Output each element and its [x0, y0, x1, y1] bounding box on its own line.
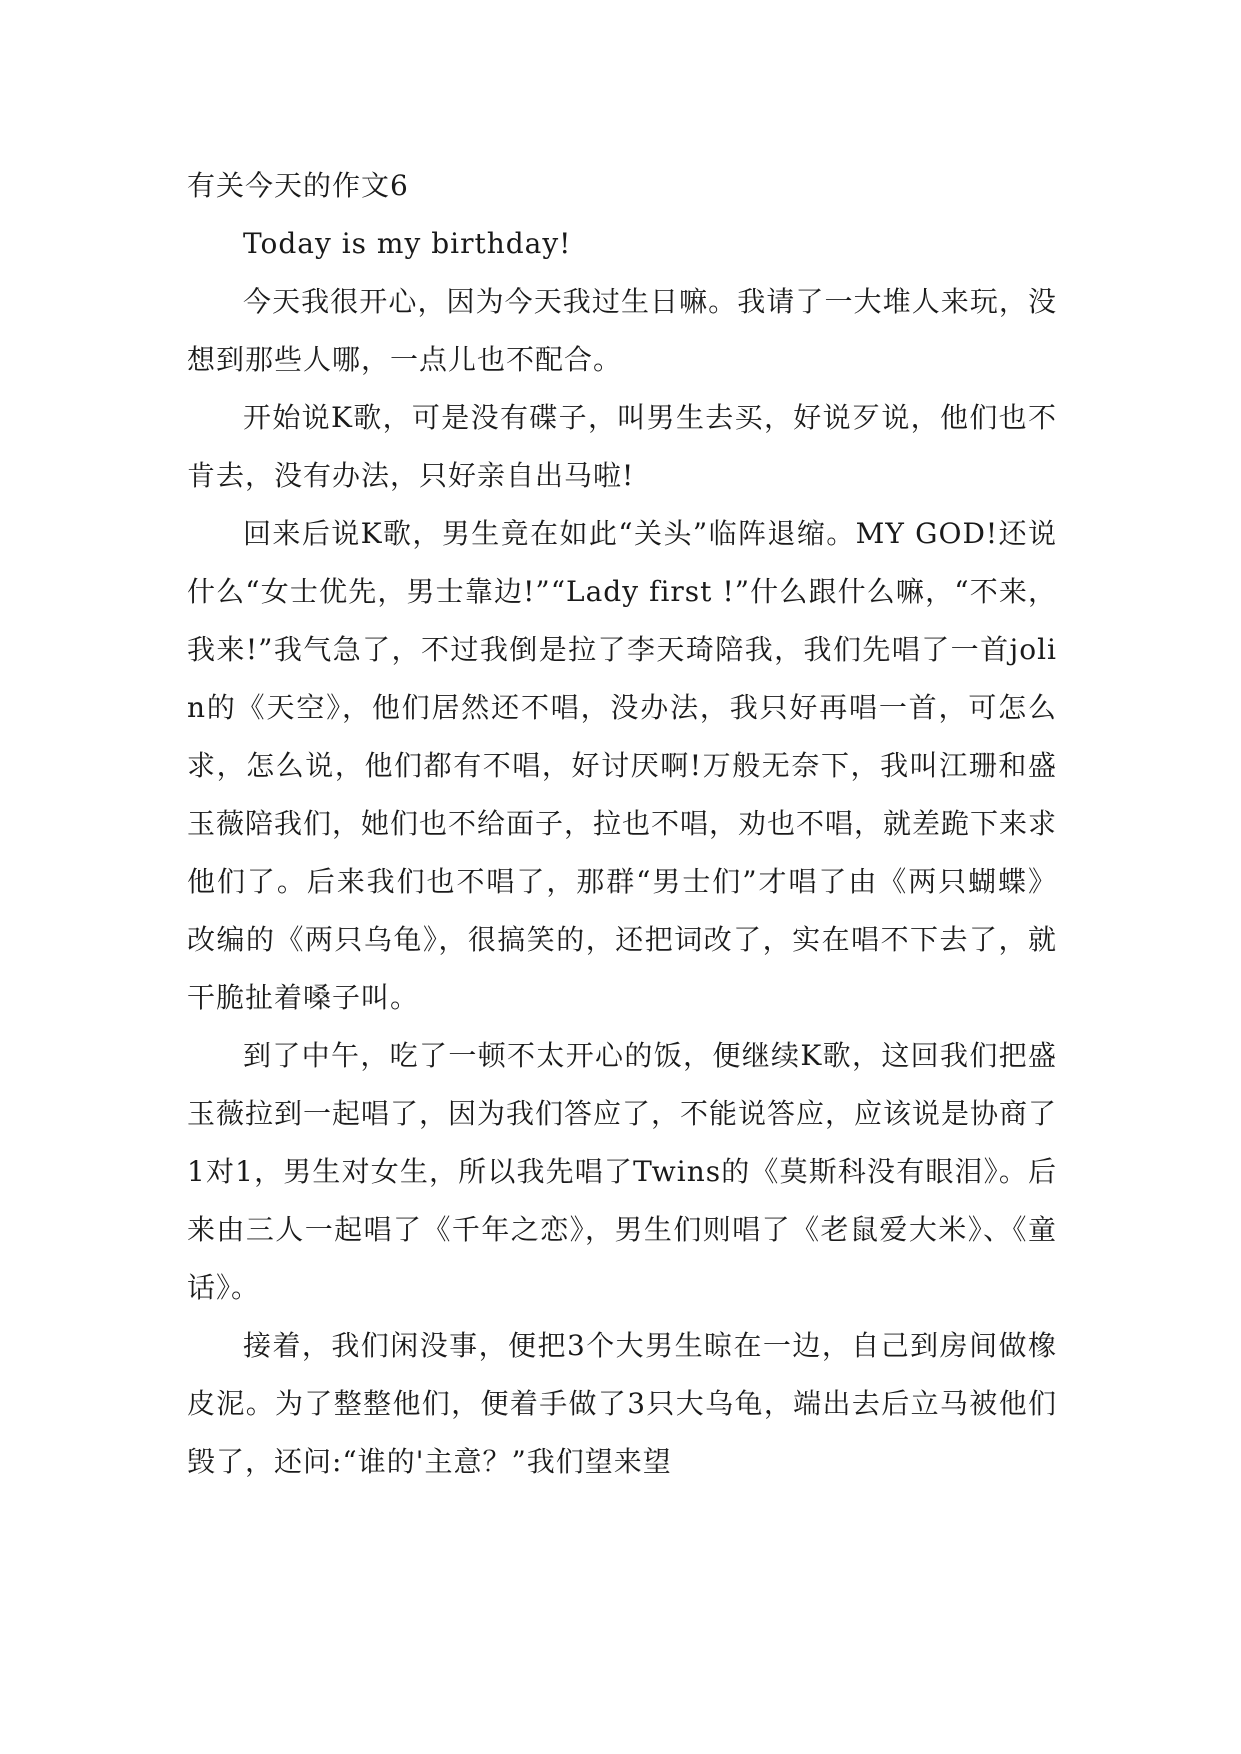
paragraph: 开始说K歌，可是没有碟子，叫男生去买，好说歹说，他们也不肯去，没有办法，只好亲自出马啦! — [187, 401, 1057, 492]
paragraph: Today is my birthday! — [243, 227, 572, 260]
document-body — [187, 157, 1057, 1491]
paragraph: 接着，我们闲没事，便把3个大男生晾在一边，自己到房间做橡皮泥。为了整整他们，便着手做了3只大乌龟，端出去后立马被他们毁了，还问:“谁的'主意？”我们望来望 — [187, 1329, 1057, 1478]
paragraph: 到了中午，吃了一顿不太开心的饭，便继续K歌，这回我们把盛玉薇拉到一起唱了，因为我们答应了，不能说答应，应该说是协商了1对1，男生对女生，所以我先唱了Twins的《莫斯科没有眼泪》。后来由三人一起唱了《千年之恋》，男生们则唱了《老鼠爱大米》、《童话》。 — [187, 1039, 1058, 1304]
document-title: 有关今天的作文6 — [187, 169, 409, 202]
paragraph: 回来后说K歌，男生竟在如此“关头”临阵退缩。MY GOD!还说什么“女士优先，男士靠边!”“Lady first !”什么跟什么嘛，“不来，我来!”我气急了，不过我倒是拉了李天琦陪我，我们先唱了一首jolin的《天空》，他们居然还不唱，没办法，我只好再唱一首，可怎么求，怎么说，他们都有不唱，好讨厌啊!万般无奈下，我叫江珊和盛玉薇陪我们，她们也不给面子，拉也不唱，劝也不唱，就差跪下来求他们了。后来我们也不唱了，那群“男士们”才唱了由《两只蝴蝶》改编的《两只乌龟》，很搞笑的，还把词改了，实在唱不下去了，就干脆扯着嗓子叫。 — [187, 517, 1058, 1014]
paragraph: 今天我很开心，因为今天我过生日嘛。我请了一大堆人来玩，没想到那些人哪，一点儿也不配合。 — [187, 285, 1057, 376]
